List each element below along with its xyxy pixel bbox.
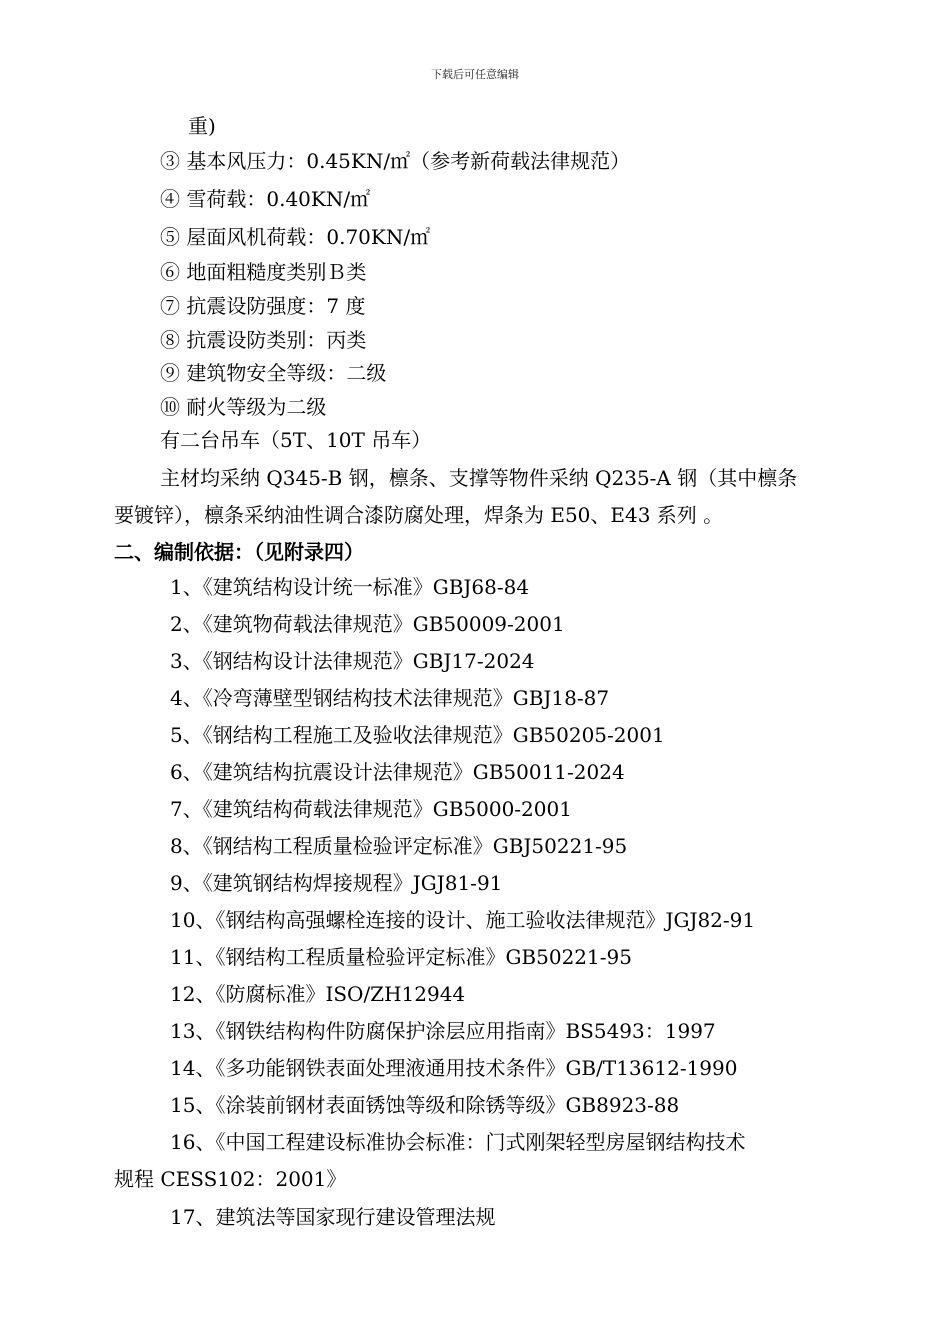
reference-item: 10、《钢结构高强螺栓连接的设计、施工验收法律规范》JGJ82-91	[170, 908, 756, 932]
reference-item: 9、《建筑钢结构焊接规程》JGJ81-91	[170, 871, 503, 895]
reference-item: 15、《涂装前钢材表面锈蚀等级和除锈等级》GB8923-88	[170, 1093, 680, 1117]
condition-line: ③ 基本风压力：0.45KN/㎡（参考新荷载法律规范）	[160, 149, 631, 173]
condition-line: ⑩ 耐火等级为二级	[160, 395, 327, 419]
material-paragraph-line: 要镀锌），檩条采纳油性调合漆防腐处理，焊条为 E50、E43 系列 。	[114, 503, 724, 527]
reference-item: 16、《中国工程建设标准协会标准：门式刚架轻型房屋钢结构技术	[170, 1130, 746, 1154]
condition-line: ⑥ 地面粗糙度类别Ｂ类	[160, 260, 367, 284]
condition-line: ④ 雪荷载：0.40KN/㎡	[160, 187, 371, 211]
reference-item: 14、《多功能钢铁表面处理液通用技术条件》GB/T13612-1990	[170, 1056, 738, 1080]
reference-item: 11、《钢结构工程质量检验评定标准》GB50221-95	[170, 945, 632, 969]
reference-item: 5、《钢结构工程施工及验收法律规范》GB50205-2001	[170, 723, 665, 747]
reference-item: 12、《防腐标准》ISO/ZH12944	[170, 982, 466, 1006]
material-paragraph-line: 主材均采纳 Q345-B 钢，檩条、支撑等物件采纳 Q235-A 钢（其中檩条	[160, 466, 798, 490]
reference-item: 2、《建筑物荷载法律规范》GB50009-2001	[170, 612, 565, 636]
section-heading: 二、编制依据：（见附录四）	[114, 540, 364, 564]
condition-line: ⑤ 屋面风机荷载：0.70KN/㎡	[160, 225, 431, 249]
reference-item: 13、《钢铁结构构件防腐保护涂层应用指南》BS5493：1997	[170, 1019, 716, 1043]
reference-item-continuation: 规程 CESS102：2001》	[114, 1167, 347, 1191]
condition-line: ⑧ 抗震设防类别：丙类	[160, 328, 367, 352]
condition-line: 重)	[188, 114, 216, 138]
reference-item: 6、《建筑结构抗震设计法律规范》GB50011-2024	[170, 760, 625, 784]
page-header: 下载后可任意编辑	[431, 68, 519, 81]
condition-line: ⑨ 建筑物安全等级：二级	[160, 361, 387, 385]
reference-item: 4、《冷弯薄壁型钢结构技术法律规范》GBJ18-87	[170, 686, 610, 710]
condition-line: ⑦ 抗震设防强度：7 度	[160, 294, 366, 318]
reference-item: 7、《建筑结构荷载法律规范》GB5000-2001	[170, 797, 572, 821]
reference-item: 1、《建筑结构设计统一标准》GBJ68-84	[170, 575, 530, 599]
crane-line: 有二台吊车（5T、10T 吊车）	[160, 428, 432, 452]
reference-item: 8、《钢结构工程质量检验评定标准》GBJ50221-95	[170, 834, 628, 858]
reference-item: 17、建筑法等国家现行建设管理法规	[170, 1205, 496, 1229]
reference-item: 3、《钢结构设计法律规范》GBJ17-2024	[170, 649, 535, 673]
